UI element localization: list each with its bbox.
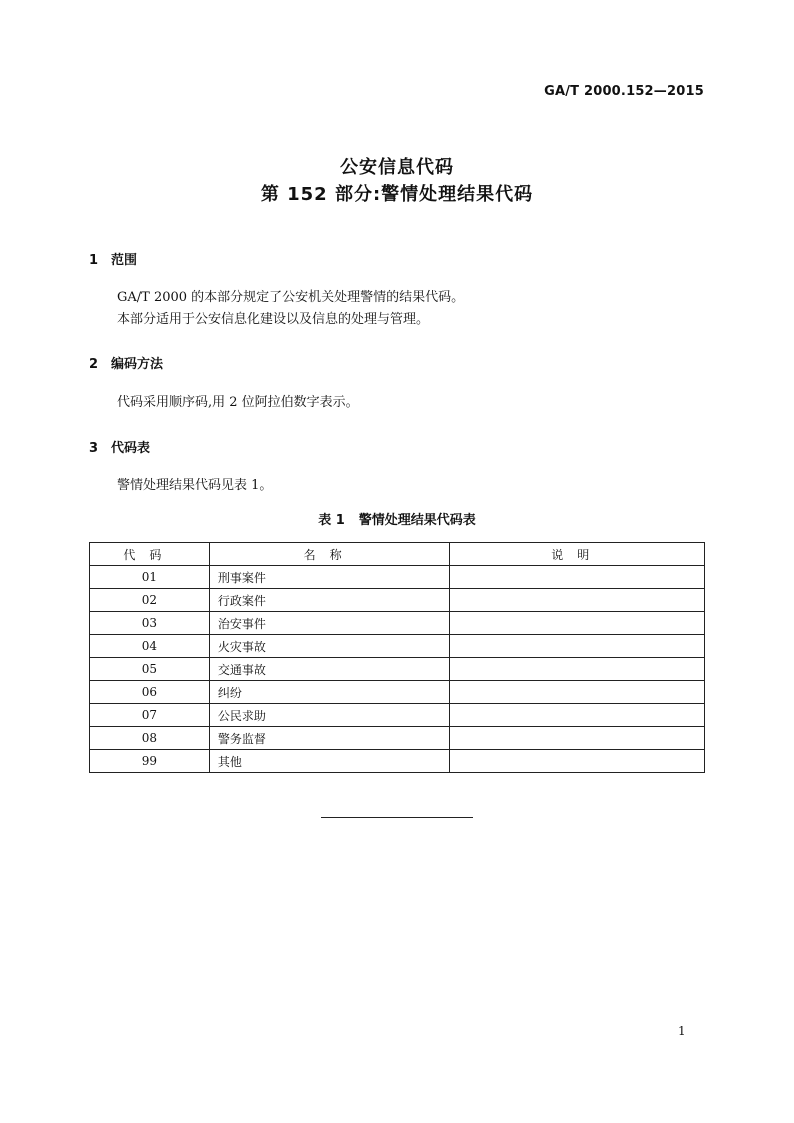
cell-name: 火灾事故 <box>209 635 450 658</box>
page-number: 1 <box>678 1024 686 1038</box>
table-row <box>90 727 705 750</box>
cell-note <box>450 635 705 658</box>
cell-name: 公民求助 <box>209 704 450 727</box>
table-row <box>90 635 705 658</box>
code-table <box>89 542 705 773</box>
column-header-name: 名称 <box>209 543 450 566</box>
column-header-code: 代码 <box>90 543 210 566</box>
cell-note <box>450 750 705 773</box>
cell-code: 04 <box>90 635 210 658</box>
standard-code: GA/T 2000.152—2015 <box>544 84 704 99</box>
section-title: 范围 <box>111 253 138 268</box>
cell-name: 刑事案件 <box>209 566 450 589</box>
cell-note <box>450 612 705 635</box>
cell-code: 06 <box>90 681 210 704</box>
cell-code: 08 <box>90 727 210 750</box>
paragraph: 本部分适用于公安信息化建设以及信息的处理与管理。 <box>117 312 430 327</box>
section-number: 3 <box>89 441 99 456</box>
table-row <box>90 750 705 773</box>
cell-code: 01 <box>90 566 210 589</box>
column-header-note: 说明 <box>450 543 705 566</box>
table-caption-title: 警情处理结果代码表 <box>358 513 476 528</box>
table-caption <box>0 509 794 528</box>
section-heading-coding-method <box>89 353 163 372</box>
table-caption-label: 表 1 <box>318 513 345 528</box>
table-row <box>90 681 705 704</box>
cell-code: 02 <box>90 589 210 612</box>
section-body-code-table <box>117 475 272 497</box>
cell-note <box>450 681 705 704</box>
cell-name: 行政案件 <box>209 589 450 612</box>
cell-note <box>450 727 705 750</box>
cell-note <box>450 658 705 681</box>
cell-note <box>450 704 705 727</box>
table-header-row <box>90 543 705 566</box>
cell-code: 03 <box>90 612 210 635</box>
cell-name: 其他 <box>209 750 450 773</box>
paragraph: 警情处理结果代码见表 1。 <box>117 478 273 493</box>
cell-name: 纠纷 <box>209 681 450 704</box>
section-number: 1 <box>89 253 99 268</box>
cell-name: 交通事故 <box>209 658 450 681</box>
table-row <box>90 704 705 727</box>
cell-code: 99 <box>90 750 210 773</box>
section-number: 2 <box>89 357 99 372</box>
table-row <box>90 566 705 589</box>
document-subtitle: 第 152 部分:警情处理结果代码 <box>260 184 534 205</box>
section-title: 代码表 <box>111 441 151 456</box>
section-body-scope <box>117 287 464 331</box>
section-body-coding-method <box>117 392 359 414</box>
cell-name: 治安事件 <box>209 612 450 635</box>
document-title: 公安信息代码 <box>340 157 454 178</box>
cell-code: 07 <box>90 704 210 727</box>
end-of-document-rule <box>321 817 473 818</box>
cell-name: 警务监督 <box>209 727 450 750</box>
table-row <box>90 612 705 635</box>
section-heading-scope <box>89 249 137 268</box>
cell-note <box>450 589 705 612</box>
paragraph: GA/T 2000 的本部分规定了公安机关处理警情的结果代码。 <box>117 290 465 305</box>
table-row <box>90 589 705 612</box>
section-heading-code-table <box>89 437 150 456</box>
paragraph: 代码采用顺序码,用 2 位阿拉伯数字表示。 <box>117 395 359 410</box>
cell-code: 05 <box>90 658 210 681</box>
section-title: 编码方法 <box>111 357 164 372</box>
table-row <box>90 658 705 681</box>
cell-note <box>450 566 705 589</box>
